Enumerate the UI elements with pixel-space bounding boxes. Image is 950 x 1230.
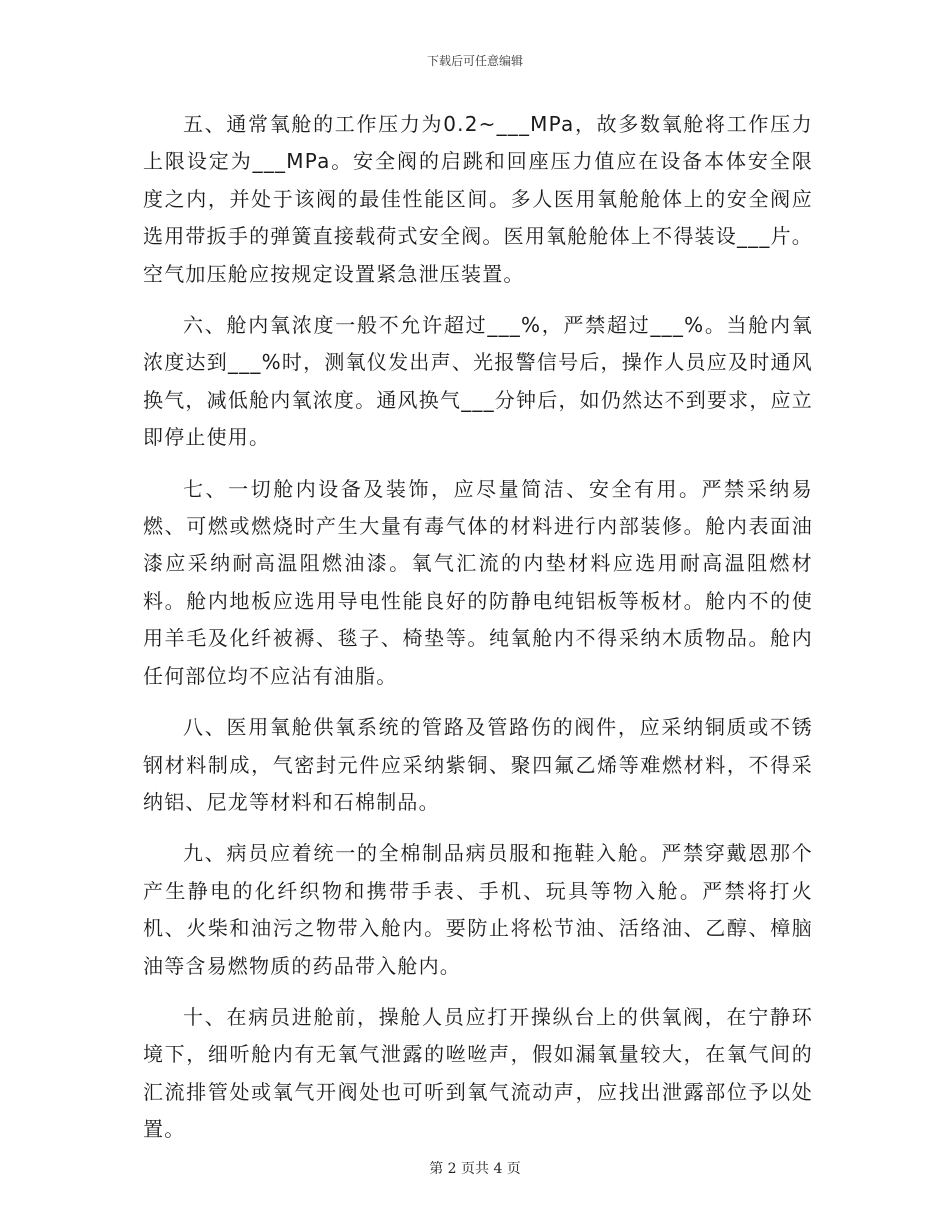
paragraph-10: 十、在病员进舱前，操舱人员应打开操纵台上的供氧阀，在宁静环境下，细听舱内有无氧气泄露的咝咝声，假如漏氧量较大，在氧气间的汇流排管处或氧气开阀处也可听到氧气流动声，应找出泄露部位予以处置。 [143, 1004, 813, 1142]
paragraph-5: 五、通常氧舱的工作压力为0.2~___MPa，故多数氧舱将工作压力上限设定为___MPa。安全阀的启跳和回座压力值应在设备本体安全限度之内，并处于该阀的最佳性能区间。多人医用氧舱舱体上的安全阀应选用带扳手的弹簧直接载荷式安全阀。医用氧舱舱体上不得装设___片。空气加压舱应按规定设置紧急泄压装置。 [143, 112, 813, 286]
page-header: 下载后可任意编辑 [426, 54, 523, 68]
document-body [143, 106, 813, 1163]
paragraph-8: 八、医用氧舱供氧系统的管路及管路伤的阀件，应采纳铜质或不锈钢材料制成，气密封元件应采纳紫铜、聚四氟乙烯等难燃材料，不得采纳铝、尼龙等材料和石棉制品。 [143, 715, 813, 814]
paragraph-9: 九、病员应着统一的全棉制品病员服和拖鞋入舱。严禁穿戴恩那个产生静电的化纤织物和携带手表、手机、玩具等物入舱。严禁将打火机、火柴和油污之物带入舱内。要防止将松节油、活络油、乙醇、樟脑油等含易燃物质的药品带入舱内。 [143, 841, 813, 978]
paragraph-6: 六、舱内氧浓度一般不允许超过___%，严禁超过___%。当舱内氧浓度达到___%时，测氧仪发出声、光报警信号后，操作人员应及时通风换气，减低舱内氧浓度。通风换气___分钟后，如仍然达不到要求，应立即停止使用。 [143, 313, 813, 450]
paragraph-7: 七、一切舱内设备及装饰，应尽量简洁、安全有用。严禁采纳易燃、可燃或燃烧时产生大量有毒气体的材料进行内部装修。舱内表面油漆应采纳耐高温阻燃油漆。氧气汇流的内垫材料应选用耐高温阻燃材料。舱内地板应选用导电性能良好的防静电纯铝板等板材。舱内不的使用羊毛及化纤被褥、毯子、椅垫等。纯氧舱内不得采纳木质物品。舱内任何部位均不应沾有油脂。 [143, 476, 813, 688]
page-number: 第 2 页共 4 页 [429, 1161, 521, 1177]
